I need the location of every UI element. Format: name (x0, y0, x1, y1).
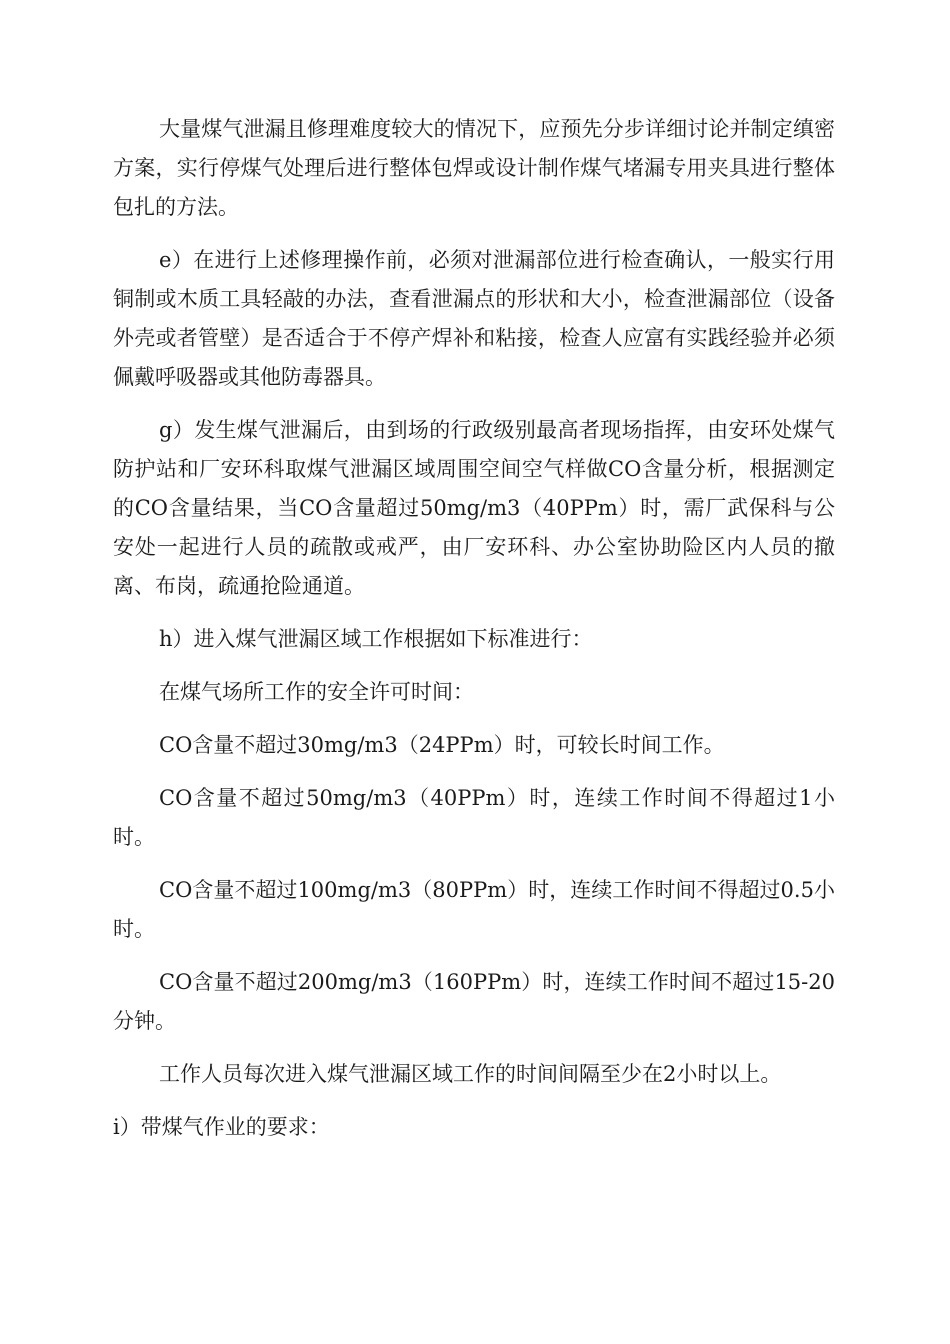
paragraph-co-30: CO含量不超过30mg/m3（24PPm）时，可较长时间工作。 (159, 733, 725, 757)
paragraph-co-200: CO含量不超过200mg/m3（160PPm）时，连续工作时间不超过15-20分钟。 (113, 970, 835, 1033)
document-body (113, 110, 835, 1161)
paragraph-i-requirements: i）带煤气作业的要求： (113, 1115, 330, 1139)
paragraph-g-leak-response: g）发生煤气泄漏后，由到场的行政级别最高者现场指挥，由安环处煤气防护站和厂安环科取煤气泄漏区域周围空间空气样做CO含量分析，根据测定的CO含量结果，当CO含量超过50mg/m3（40PPm）时，需厂武保科与公安处一起进行人员的疏散或戒严，由厂安环科、办公室协助险区内人员的撤离、布岗，疏通抢险通道。 (113, 418, 835, 598)
paragraph-interval: 工作人员每次进入煤气泄漏区域工作的时间间隔至少在2小时以上。 (159, 1062, 782, 1086)
paragraph-major-leak-plan: 大量煤气泄漏且修理难度较大的情况下，应预先分步详细讨论并制定缜密方案，实行停煤气处理后进行整体包焊或设计制作煤气堵漏专用夹具进行整体包扎的方法。 (113, 117, 835, 219)
paragraph-e-inspection: e）在进行上述修理操作前，必须对泄漏部位进行检查确认，一般实行用铜制或木质工具轻敲的办法，查看泄漏点的形状和大小，检查泄漏部位（设备外壳或者管壁）是否适合于不停产焊补和粘接，检查人应富有实践经验并必须佩戴呼吸器或其他防毒器具。 (113, 248, 835, 389)
paragraph-co-50: CO含量不超过50mg/m3（40PPm）时，连续工作时间不得超过1小时。 (113, 786, 835, 849)
paragraph-h-standard-intro: h）进入煤气泄漏区域工作根据如下标准进行： (159, 627, 593, 651)
paragraph-co-100: CO含量不超过100mg/m3（80PPm）时，连续工作时间不得超过0.5小时。 (113, 878, 835, 941)
paragraph-safe-time-heading: 在煤气场所工作的安全许可时间： (159, 680, 474, 704)
